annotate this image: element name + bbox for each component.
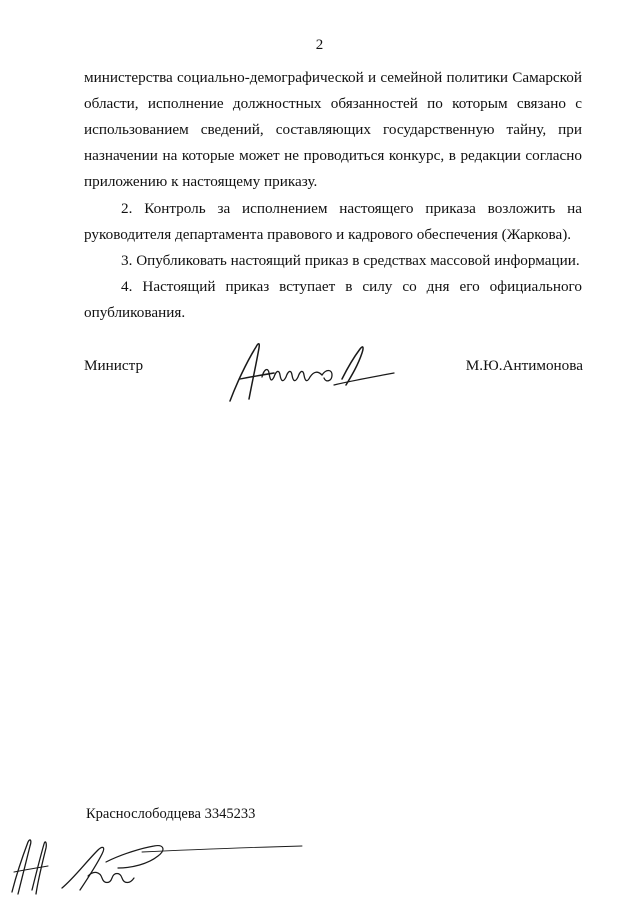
paragraph-item-4 bbox=[84, 274, 582, 326]
minister-signature bbox=[222, 333, 397, 413]
signer-name: М.Ю.Антимонова bbox=[465, 357, 583, 374]
paragraph-item-3 bbox=[84, 248, 582, 274]
paragraph-item-4-text: 4. Настоящий приказ вступает в силу со дня его официального опубликования. bbox=[84, 278, 582, 321]
page-number: 2 bbox=[315, 37, 324, 53]
paragraph-item-2-text: 2. Контроль за исполнением настоящего приказа возложить на руководителя департамента правового и кадрового обеспечения (Жаркова). bbox=[84, 200, 582, 243]
paragraph-intro bbox=[84, 65, 582, 195]
paragraph-item-2 bbox=[84, 196, 582, 248]
paragraph-item-3-text: 3. Опубликовать настоящий приказ в средствах массовой информации. bbox=[121, 252, 580, 269]
signer-role: Министр bbox=[84, 357, 144, 374]
paragraph-intro-text: министерства социально-демографической и семейной политики Самарской области, исполнение должностных обязанностей по которым связано с использованием сведений, составляющих государственную тайну, при назначении на которые может не проводиться конкурс, в редакции согласно приложению к настоящему приказу. bbox=[84, 69, 582, 190]
approval-signatures bbox=[2, 832, 322, 900]
executor-contact: Краснослободцева 3345233 bbox=[86, 806, 256, 822]
